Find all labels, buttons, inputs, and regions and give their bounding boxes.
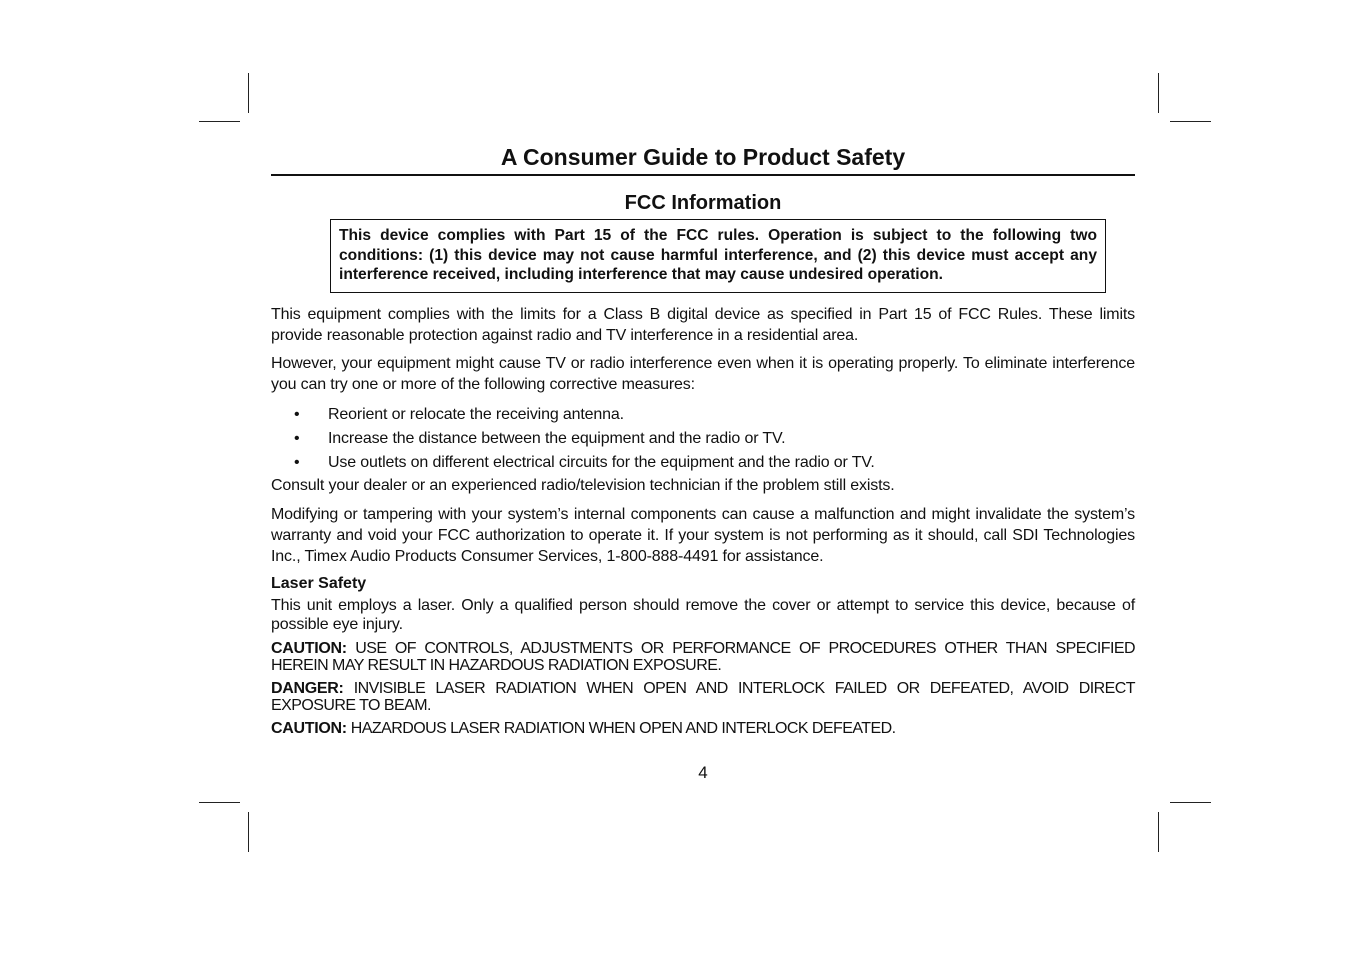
fcc-paragraph-consult: Consult your dealer or an experienced radio/television technician if the problem still exists. [271, 476, 895, 494]
crop-mark-bottom-right-vertical [1158, 812, 1159, 852]
warning-label: CAUTION: [271, 639, 347, 657]
bullet: • [294, 453, 300, 471]
list-item-text: Use outlets on different electrical circuits for the equipment and the radio or TV. [328, 453, 875, 471]
laser-safety-heading: Laser Safety [271, 574, 367, 592]
warning-text: HAZARDOUS LASER RADIATION WHEN OPEN AND INTERLOCK DEFEATED. [350, 719, 896, 737]
crop-mark-top-right-vertical [1158, 73, 1159, 113]
warning-label: DANGER: [271, 679, 344, 697]
list-item [271, 403, 1135, 427]
laser-warning-danger [271, 680, 1135, 714]
laser-safety-paragraph: This unit employs a laser. Only a qualified person should remove the cover or attempt to service this device, because of possible eye injury. [271, 596, 1135, 633]
crop-mark-top-left-vertical [248, 73, 249, 113]
crop-mark-bottom-left-horizontal [199, 802, 240, 803]
warning-text: USE OF CONTROLS, ADJUSTMENTS OR PERFORMANCE OF PROCEDURES OTHER THAN SPECIFIED HEREIN MAY RESULT IN HAZARDOUS RADIATION EXPOSURE. [271, 639, 1135, 674]
laser-warning-caution-controls [271, 640, 1135, 674]
list-item-text: Increase the distance between the equipment and the radio or TV. [328, 429, 786, 447]
warning-label: CAUTION: [271, 719, 347, 737]
page-title: A Consumer Guide to Product Safety [271, 142, 1135, 176]
crop-mark-top-left-horizontal [199, 121, 240, 122]
list-item-text: Reorient or relocate the receiving antenna. [328, 405, 624, 423]
bullet: • [294, 405, 300, 423]
crop-mark-bottom-left-vertical [248, 812, 249, 852]
fcc-paragraph-class-b: This equipment complies with the limits for a Class B digital device as specified in Part 15 of FCC Rules. These limits provide reasonable protection against radio and TV interference in a residential area. [271, 305, 1135, 344]
fcc-heading: FCC Information [624, 192, 782, 214]
fcc-paragraph-tampering: Modifying or tampering with your system’s internal components can cause a malfunction and might invalidate the system’s warranty and void your FCC authorization to operate it. If your system is not performing as it should, call SDI Technologies Inc., Timex Audio Products Consumer Services, 1-800-888-4491 for assistance. [271, 505, 1135, 565]
page-number: 4 [698, 763, 708, 782]
laser-warning-caution-radiation [271, 720, 1135, 737]
fcc-paragraph-interference: However, your equipment might cause TV or radio interference even when it is operating properly. To eliminate interference you can try one or more of the following corrective measures: [271, 354, 1135, 393]
page-content [271, 142, 1135, 737]
list-item [271, 427, 1135, 451]
list-item [271, 451, 1135, 475]
fcc-compliance-notice: This device complies with Part 15 of the FCC rules. Operation is subject to the following two conditions: (1) this device may not cause harmful interference, and (2) this device must accept any interference received, including interference that may cause undesired operation. [330, 219, 1106, 293]
warning-text: INVISIBLE LASER RADIATION WHEN OPEN AND INTERLOCK FAILED OR DEFEATED, AVOID DIRECT EXPOSURE TO BEAM. [271, 679, 1135, 714]
corrective-measures-list [271, 403, 1135, 475]
bullet: • [294, 429, 300, 447]
crop-mark-top-right-horizontal [1170, 121, 1211, 122]
crop-mark-bottom-right-horizontal [1170, 802, 1211, 803]
